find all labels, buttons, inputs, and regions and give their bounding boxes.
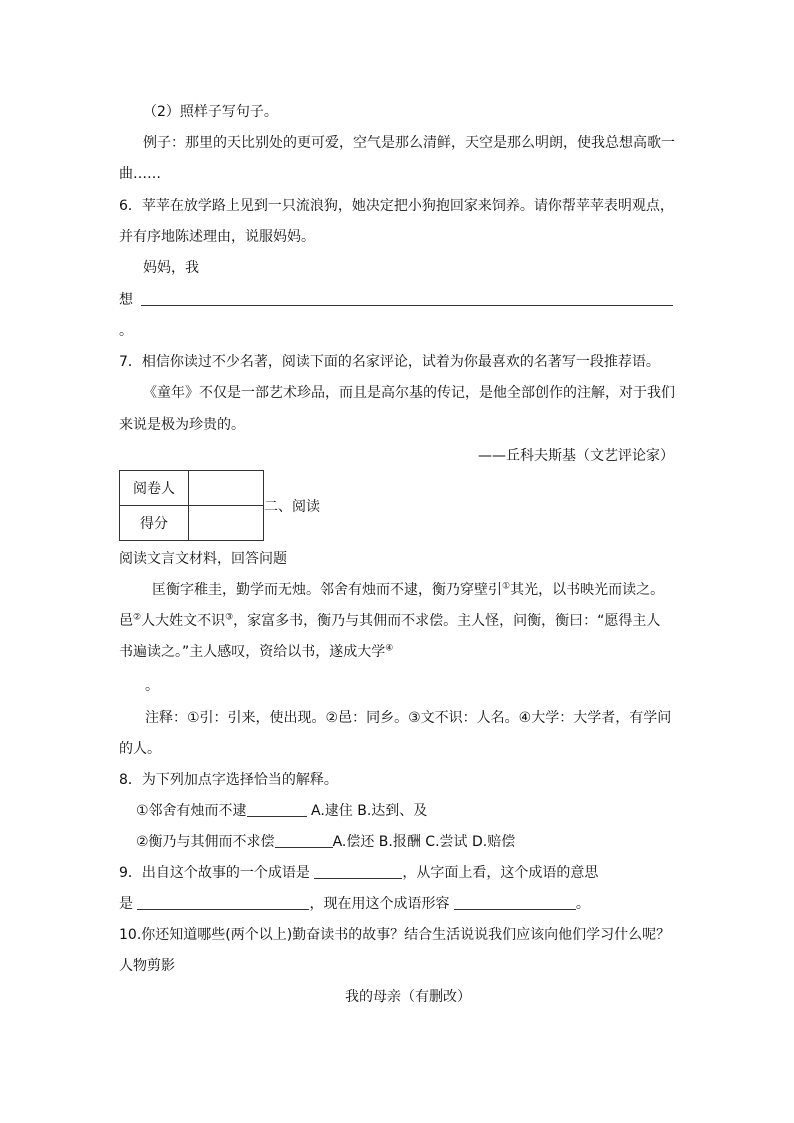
passage-line2b: 人大姓文不识 [141,613,226,629]
q8-line1: 8．为下列加点字选择恰当的解释。 [119,772,338,788]
note-marker-1: ① [502,581,511,592]
passage-line2c: ，家富多书，衡乃与其佣而不求偿。主人怪，问衡，衡曰：“愿得主人 [233,613,661,629]
q9-line2a: 是 [119,896,133,912]
q8-item2 [136,833,515,851]
passage-line1 [152,581,664,599]
note-marker-4: ④ [385,643,394,654]
reviewer-value[interactable] [189,471,264,506]
q8-item2-blank[interactable] [275,833,333,848]
q5-2-example-line2: 曲…… [119,166,161,182]
section3-heading: 人物剪影 [119,958,175,974]
section2-intro: 阅读文言文材料，回答问题 [119,551,287,567]
q7-quote-line2: 来说是极为珍贵的。 [119,417,245,433]
q6-answer-start: 妈妈，我 [143,260,199,276]
q8-item2-options: A.偿还 B.报酬 C.尝试 D.赔偿 [332,834,516,850]
q9-describe-blank[interactable] [454,895,576,910]
passage-line2a: 邑 [119,613,133,629]
q9-line1b: ，从字面上看，这个成语的意思 [402,865,599,881]
note-marker-2: ② [133,612,142,623]
section2-heading: 二、阅读 [264,499,320,515]
q9-line2b: ，现在用这个成语形容 [309,896,450,912]
q5-2-title: （2）照样子写句子。 [143,104,278,120]
notes-line1: 注释：①引：引来，使出现。②邑：同乡。③文不识：人名。④大学：大学者，有学问 [145,710,672,726]
q7-attribution: ——丘科夫斯基（文艺评论家） [478,448,674,464]
q8-item1 [136,802,427,820]
q6-answer-xiang: 想 [119,292,133,308]
q9-idiom-blank[interactable] [314,864,402,879]
q9-meaning-blank[interactable] [137,895,309,910]
passage-line3 [119,643,393,661]
passage-line1b: 其光，以书映光而读之。 [510,582,665,598]
reviewer-label: 阅卷人 [120,471,189,506]
passage-line4: 。 [145,678,159,694]
score-value[interactable] [189,506,264,541]
q8-item1-options: A.逮住 B.达到、及 [311,803,428,819]
q10-line1: 10.你还知道哪些(两个以上)勤奋读书的故事？结合生活说说我们应该向他们学习什么呢？ [119,927,671,943]
q8-item2-text: ②衡乃与其佣而不求偿 [136,834,275,850]
q9-line2 [119,895,590,913]
q7-quote-line1: 《童年》不仅是一部艺术珍品，而且是高尔基的传记，是他全部创作的注解，对于我们 [143,385,675,401]
q7-line1: 7．相信你读过不少名著，阅读下面的名家评论，试着为你最喜欢的名著写一段推荐语。 [119,354,660,370]
passage-line1a: 匡衡字稚圭，勤学而无烛。邻舍有烛而不逮，衡乃穿壁引 [152,582,502,598]
q6-line2: 并有序地陈述理由，说服妈妈。 [119,229,315,245]
q9-line2c: 。 [575,896,590,912]
section3-title: 我的母亲（有删改） [345,989,471,1005]
q5-2-example-line1: 例子：那里的天比别处的更可爱，空气是那么清鲜，天空是那么明朗，使我总想高歌一 [143,135,675,151]
q6-answer-end: 。 [119,323,133,339]
q6-answer-line[interactable] [141,304,673,306]
score-label: 得分 [120,506,189,541]
passage-line3a: 书遍读之。”主人感叹，资给以书，遂成大学 [119,644,386,660]
notes-line2: 的人。 [119,741,161,757]
passage-line2 [119,612,660,630]
q8-item1-blank[interactable] [247,802,307,817]
q8-item1-text: ①邻舍有烛而不逮 [136,803,247,819]
q9-line1a: 9．出自这个故事的一个成语是 [119,865,310,881]
score-table [119,470,264,541]
q9-line1 [119,864,598,882]
q6-line1: 6．苹苹在放学路上见到一只流浪狗，她决定把小狗抱回家来饲养。请你帮苹苹表明观点， [119,198,674,214]
note-marker-3: ③ [225,612,234,623]
